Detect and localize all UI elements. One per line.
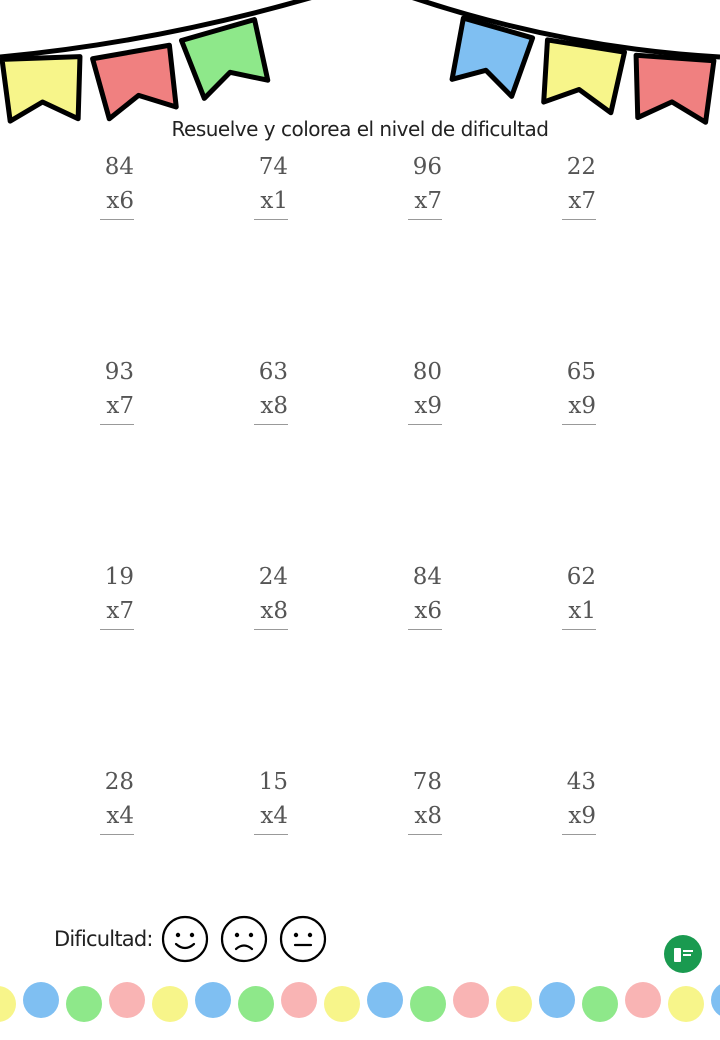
problem-multiplier: x8	[260, 393, 288, 419]
multiplication-problem	[550, 560, 610, 630]
multiplication-problem	[88, 560, 148, 630]
problem-multiplier: x1	[260, 188, 288, 214]
problem-top-number: 19	[104, 564, 134, 590]
multiplication-problem	[550, 355, 610, 425]
decorative-dot	[410, 986, 446, 1022]
multiplication-problem	[550, 765, 610, 835]
problem-multiplier: x7	[106, 393, 134, 419]
decorative-dot	[453, 982, 489, 1018]
decorative-dot	[582, 986, 618, 1022]
problem-top-number: 65	[566, 359, 596, 385]
multiplication-problem	[396, 355, 456, 425]
multiplication-problem	[88, 150, 148, 220]
multiplication-problem	[396, 765, 456, 835]
multiplication-problem	[242, 560, 302, 630]
multiplication-problem	[242, 355, 302, 425]
answer-line	[408, 629, 442, 630]
decorative-dot	[711, 982, 720, 1018]
decorative-dot	[66, 986, 102, 1022]
decorative-dot	[195, 982, 231, 1018]
multiplication-problem	[88, 765, 148, 835]
problem-multiplier: x9	[568, 803, 596, 829]
decorative-dot	[668, 986, 704, 1022]
problem-multiplier: x8	[260, 598, 288, 624]
problem-multiplier: x4	[260, 803, 288, 829]
answer-line	[100, 834, 134, 835]
problem-multiplier: x7	[106, 598, 134, 624]
problem-top-number: 15	[258, 769, 288, 795]
bunting-flag	[2, 57, 82, 122]
bunting-flag	[181, 20, 271, 101]
decorative-dot	[324, 986, 360, 1022]
logo-icon	[663, 934, 703, 974]
problem-multiplier: x6	[106, 188, 134, 214]
multiplication-problem	[88, 355, 148, 425]
difficulty-section	[54, 915, 338, 963]
bunting-flag	[538, 40, 625, 113]
answer-line	[254, 219, 288, 220]
problem-multiplier: x7	[568, 188, 596, 214]
problem-top-number: 63	[258, 359, 288, 385]
problem-multiplier: x4	[106, 803, 134, 829]
difficulty-label: Dificultad:	[54, 927, 153, 951]
answer-line	[562, 424, 596, 425]
decorative-dot	[539, 982, 575, 1018]
problem-multiplier: x6	[414, 598, 442, 624]
problem-top-number: 43	[566, 769, 596, 795]
problem-multiplier: x9	[414, 393, 442, 419]
answer-line	[254, 834, 288, 835]
problem-multiplier: x1	[568, 598, 596, 624]
multiplication-problem	[550, 150, 610, 220]
answer-line	[562, 629, 596, 630]
multiplication-problem	[242, 150, 302, 220]
problem-top-number: 84	[412, 564, 442, 590]
decorative-dot	[367, 982, 403, 1018]
problem-top-number: 80	[412, 359, 442, 385]
problem-top-number: 62	[566, 564, 596, 590]
answer-line	[408, 219, 442, 220]
page-title: Resuelve y colorea el nivel de dificultad	[171, 117, 549, 141]
answer-line	[408, 424, 442, 425]
problem-top-number: 74	[258, 154, 288, 180]
answer-line	[100, 219, 134, 220]
decorative-dot	[23, 982, 59, 1018]
answer-line	[562, 834, 596, 835]
bunting-flag	[93, 45, 181, 120]
answer-line	[562, 219, 596, 220]
problem-multiplier: x8	[414, 803, 442, 829]
decorative-dot	[238, 986, 274, 1022]
multiplication-problem	[242, 765, 302, 835]
problem-top-number: 24	[258, 564, 288, 590]
decorative-dot	[281, 982, 317, 1018]
decorative-dot	[496, 986, 532, 1022]
dot-border	[0, 975, 720, 1030]
problem-top-number: 22	[566, 154, 596, 180]
sad-face-icon[interactable]	[220, 915, 268, 963]
problem-multiplier: x7	[414, 188, 442, 214]
decorative-dot	[625, 982, 661, 1018]
answer-line	[100, 424, 134, 425]
answer-line	[100, 629, 134, 630]
problem-top-number: 78	[412, 769, 442, 795]
answer-line	[254, 629, 288, 630]
multiplication-problem	[396, 150, 456, 220]
problem-multiplier: x9	[568, 393, 596, 419]
decorative-dot	[152, 986, 188, 1022]
neutral-face-icon[interactable]	[279, 915, 327, 963]
decorative-dot	[0, 986, 16, 1022]
multiplication-problem	[396, 560, 456, 630]
problem-top-number: 84	[104, 154, 134, 180]
answer-line	[408, 834, 442, 835]
smile-face-icon[interactable]	[161, 915, 209, 963]
problem-top-number: 93	[104, 359, 134, 385]
decorative-dot	[109, 982, 145, 1018]
answer-line	[254, 424, 288, 425]
problem-top-number: 96	[412, 154, 442, 180]
bunting-flag	[632, 55, 714, 122]
problem-top-number: 28	[104, 769, 134, 795]
